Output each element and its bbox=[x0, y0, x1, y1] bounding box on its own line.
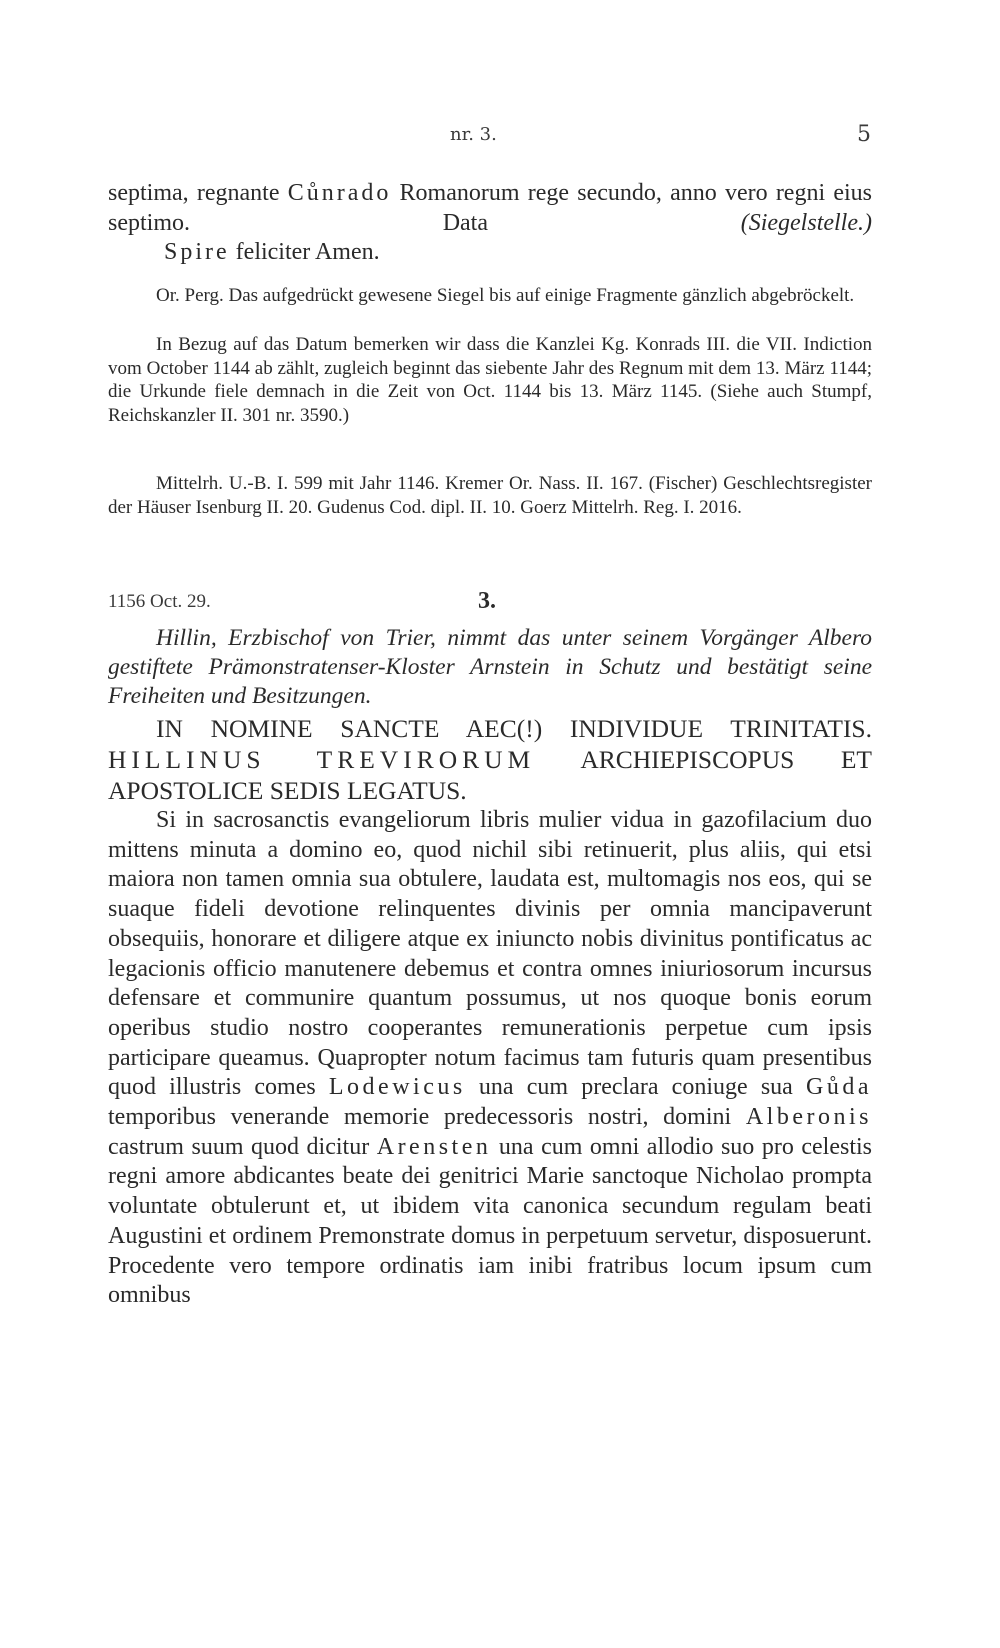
body-text-2: una cum preclara coniuge sua bbox=[465, 1074, 807, 1101]
closing-formula-text: feliciter Amen. bbox=[229, 239, 380, 265]
closing-text-2: Romanorum rege secundo, anno vero regni eius septimo. Data bbox=[108, 180, 873, 236]
charter-body bbox=[108, 806, 872, 1311]
apparatus-note-3: Mittelrh. U.-B. I. 599 mit Jahr 1146. Kremer Or. Nass. II. 167. (Fischer) Geschlechtsregister der Häuser Isenburg II. 20. Gudenus Cod. dipl. II. 10. Goerz Mittelrh. Reg. I. 2016. bbox=[108, 473, 872, 518]
body-text-3: temporibus venerande memorie predecessoris nostri, domini bbox=[108, 1104, 746, 1131]
invocation bbox=[108, 713, 872, 806]
body-text-4: castrum suum quod dicitur bbox=[108, 1133, 377, 1160]
document-date: 1156 Oct. 29. bbox=[108, 591, 211, 612]
name-guda: Gůda bbox=[806, 1074, 873, 1101]
invocation-text-2: ARCHIEPISCOPUS ET APOSTOLICE SEDIS LEGATUS. bbox=[108, 745, 872, 805]
name-lodewicus: Lodewicus bbox=[328, 1074, 466, 1101]
apparatus-note-2: In Bezug auf das Datum bemerken wir dass die Kanzlei Kg. Konrads III. die VII. Indiction vom October 1144 ab zählt, zugleich beginnt das siebente Jahr des Regnum mit dem 13. März 1144; die Urkunde fiele demnach in die Zeit von Oct. 1144 bis 13. März 1145. (Siehe auch Stumpf, Reichskanzler II. 301 nr. 3590.) bbox=[108, 334, 872, 426]
document-number: 3. bbox=[478, 588, 496, 614]
document-summary: Hillin, Erzbischof von Trier, nimmt das unter seinem Vorgänger Albero gestiftete Prämonstratenser-Kloster Arnstein in Schutz und bestätigt seine Freiheiten und Besitzungen. bbox=[108, 625, 872, 709]
name-alberonis: Alberonis bbox=[745, 1104, 872, 1131]
closing-formula bbox=[164, 237, 928, 267]
running-head: nr. 3. bbox=[450, 124, 497, 145]
closing-text-1: septima, regnante bbox=[108, 180, 288, 206]
issuer-name: HILLINUS TREVIRORUM bbox=[108, 745, 536, 774]
page-number: 5 bbox=[857, 122, 871, 147]
king-name: Cůnrado bbox=[287, 180, 392, 206]
seal-note: (Siegelstelle.) bbox=[740, 210, 872, 236]
apparatus-note-1: Or. Perg. Das aufgedrückt gewesene Siegel bis auf einige Fragmente gänzlich abgebröckelt. bbox=[156, 285, 855, 306]
body-text-5: una cum omni allodio suo pro celestis regni amore abdicantes beate dei genitrici Marie sanctoque Nicholao prompta voluntate obtulerunt et, ut ibidem vita canonica secundum regulam beati Augustini et ordinem Premonstrate domus in perpetuum servetur, disposuerunt. Procedente vero tempore ordinatis iam inibi fratribus locum ipsum cum omnibus bbox=[108, 1133, 872, 1309]
invocation-text-1: IN NOMINE SANCTE AEC(!) INDIVIDUE TRINITATIS. bbox=[156, 714, 872, 743]
charter-closing-paragraph bbox=[108, 178, 872, 238]
name-arensten: Arensten bbox=[376, 1133, 492, 1160]
body-text-1: Si in sacrosanctis evangeliorum libris mulier vidua in gazofilacium duo mittens minuta a domino eo, quod nichil sibi retinuerit, plus aliis, qui etsi maiora non tamen omnia sua obtulere, laudata est, multomagis nos eos, qui se suaque fideli devotione relinquentes divinis per omnia mancipaverunt obsequiis, honorare et diligere atque ex iniuncto nobis divinitus pontificatus ac legacionis officio manutenere debemus et contra omnes iniuriosorum incursus defensare et communire quantum possumus, ut nos quoque bonis eorum operibus studio nostro cooperantes remunerationis perpetue cum ipsis participare queamus. Quapropter notum facimus tam futuris quam presentibus quod illustris comes bbox=[108, 807, 872, 1101]
place-name-spire: Spire bbox=[164, 239, 230, 265]
